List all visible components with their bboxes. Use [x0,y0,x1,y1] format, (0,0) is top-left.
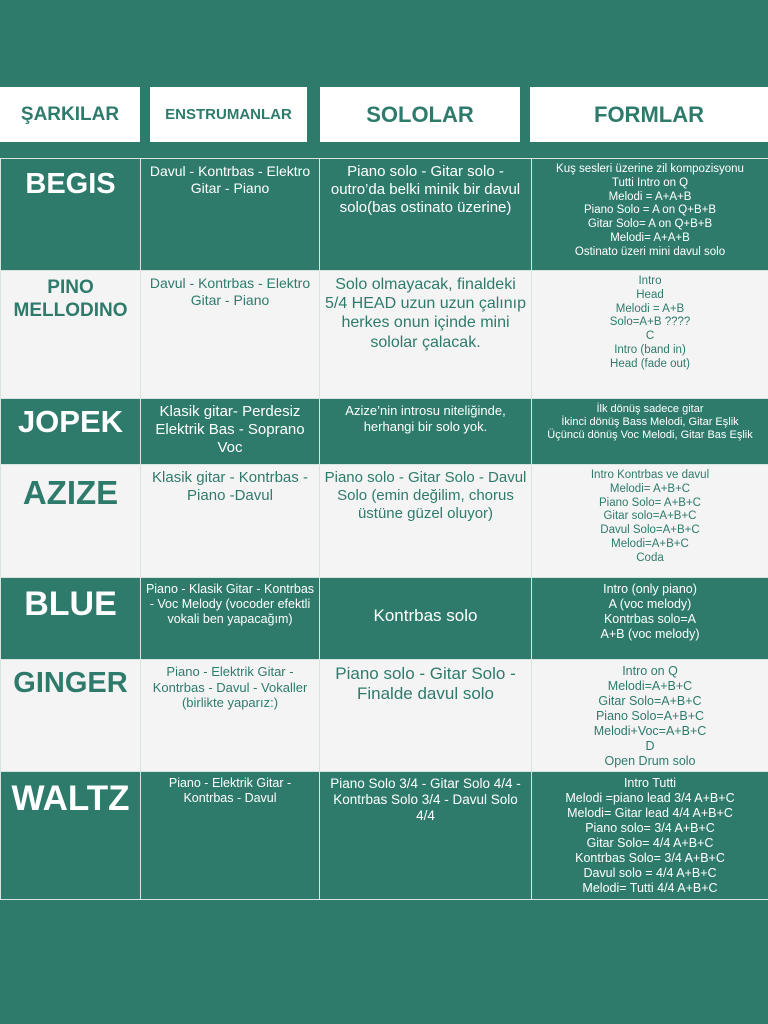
forms-cell: İlk dönüş sadece gitar İkinci dönüş Bass Melodi, Gitar Eşlik Üçüncü dönüş Voc Melodi, Gitar Bas Eşlik [532,399,768,465]
solos-cell: Kontrbas solo [320,578,532,660]
table-row [1,578,768,660]
forms-cell: Intro Kontrbas ve davul Melodi= A+B+C Piano Solo= A+B+C Gitar solo=A+B+C Davul Solo=A+B+C Melodi=A+B+C Coda [532,465,768,578]
instruments-cell: Piano - Elektrik Gitar - Kontrbas - Davul - Vokaller (birlikte yaparız:) [141,660,320,772]
solos-cell: Solo olmayacak, finaldeki 5/4 HEAD uzun uzun çalınıp herkes onun içinde mini sololar çalacak. [320,271,532,399]
song-name: JOPEK [1,399,141,465]
header-songs: ŞARKILAR [0,87,140,142]
instruments-cell: Klasik gitar - Kontrbas - Piano -Davul [141,465,320,578]
song-name: PINO MELLODINO [1,271,141,399]
song-name: AZIZE [1,465,141,578]
song-name: BEGIS [1,159,141,271]
instruments-cell: Davul - Kontrbas - Elektro Gitar - Piano [141,271,320,399]
instruments-cell: Klasik gitar- Perdesiz Elektrik Bas - Soprano Voc [141,399,320,465]
header-solos: SOLOLAR [320,87,520,142]
instruments-cell: Piano - Elektrik Gitar - Kontrbas - Davul [141,772,320,900]
header-forms: FORMLAR [530,87,768,142]
table-row [1,271,768,399]
instruments-cell: Davul - Kontrbas - Elektro Gitar - Piano [141,159,320,271]
solos-cell: Piano Solo 3/4 - Gitar Solo 4/4 - Kontrbas Solo 3/4 - Davul Solo 4/4 [320,772,532,900]
solos-cell: Piano solo - Gitar solo - outro’da belki minik bir davul solo(bas ostinato üzerine) [320,159,532,271]
solos-cell: Azize’nin introsu niteliğinde, herhangi bir solo yok. [320,399,532,465]
song-name: GINGER [1,660,141,772]
table-row [1,399,768,465]
header-instruments: ENSTRUMANLAR [150,87,307,142]
forms-cell: Intro Tutti Melodi =piano lead 3/4 A+B+C Melodi= Gitar lead 4/4 A+B+C Piano solo= 3/4 A+B+C Gitar Solo= 4/4 A+B+C Kontrbas Solo= 3/4 A+B+C Davul solo = 4/4 A+B+C Melodi= Tutti 4/4 A+B+C [532,772,768,900]
forms-cell: Kuş sesleri üzerine zil kompozisyonu Tutti Intro on Q Melodi = A+A+B Piano Solo = A on Q+B+B Gitar Solo= A on Q+B+B Melodi= A+A+B Ostinato üzeri mini davul solo [532,159,768,271]
instruments-cell: Piano - Klasik Gitar - Kontrbas - Voc Melody (vocoder efektli vokali ben yapacağım) [141,578,320,660]
forms-cell: Intro Head Melodi = A+B Solo=A+B ???? C Intro (band in) Head (fade out) [532,271,768,399]
forms-cell: Intro (only piano) A (voc melody) Kontrbas solo=A A+B (voc melody) [532,578,768,660]
song-name: WALTZ [1,772,141,900]
table-row [1,772,768,900]
forms-cell: Intro on Q Melodi=A+B+C Gitar Solo=A+B+C Piano Solo=A+B+C Melodi+Voc=A+B+C D Open Drum solo [532,660,768,772]
songs-table [0,158,768,900]
solos-cell: Piano solo - Gitar Solo - Finalde davul solo [320,660,532,772]
table-row [1,159,768,271]
table-row [1,465,768,578]
song-name: BLUE [1,578,141,660]
solos-cell: Piano solo - Gitar Solo - Davul Solo (emin değilim, chorus üstüne güzel oluyor) [320,465,532,578]
table-row [1,660,768,772]
